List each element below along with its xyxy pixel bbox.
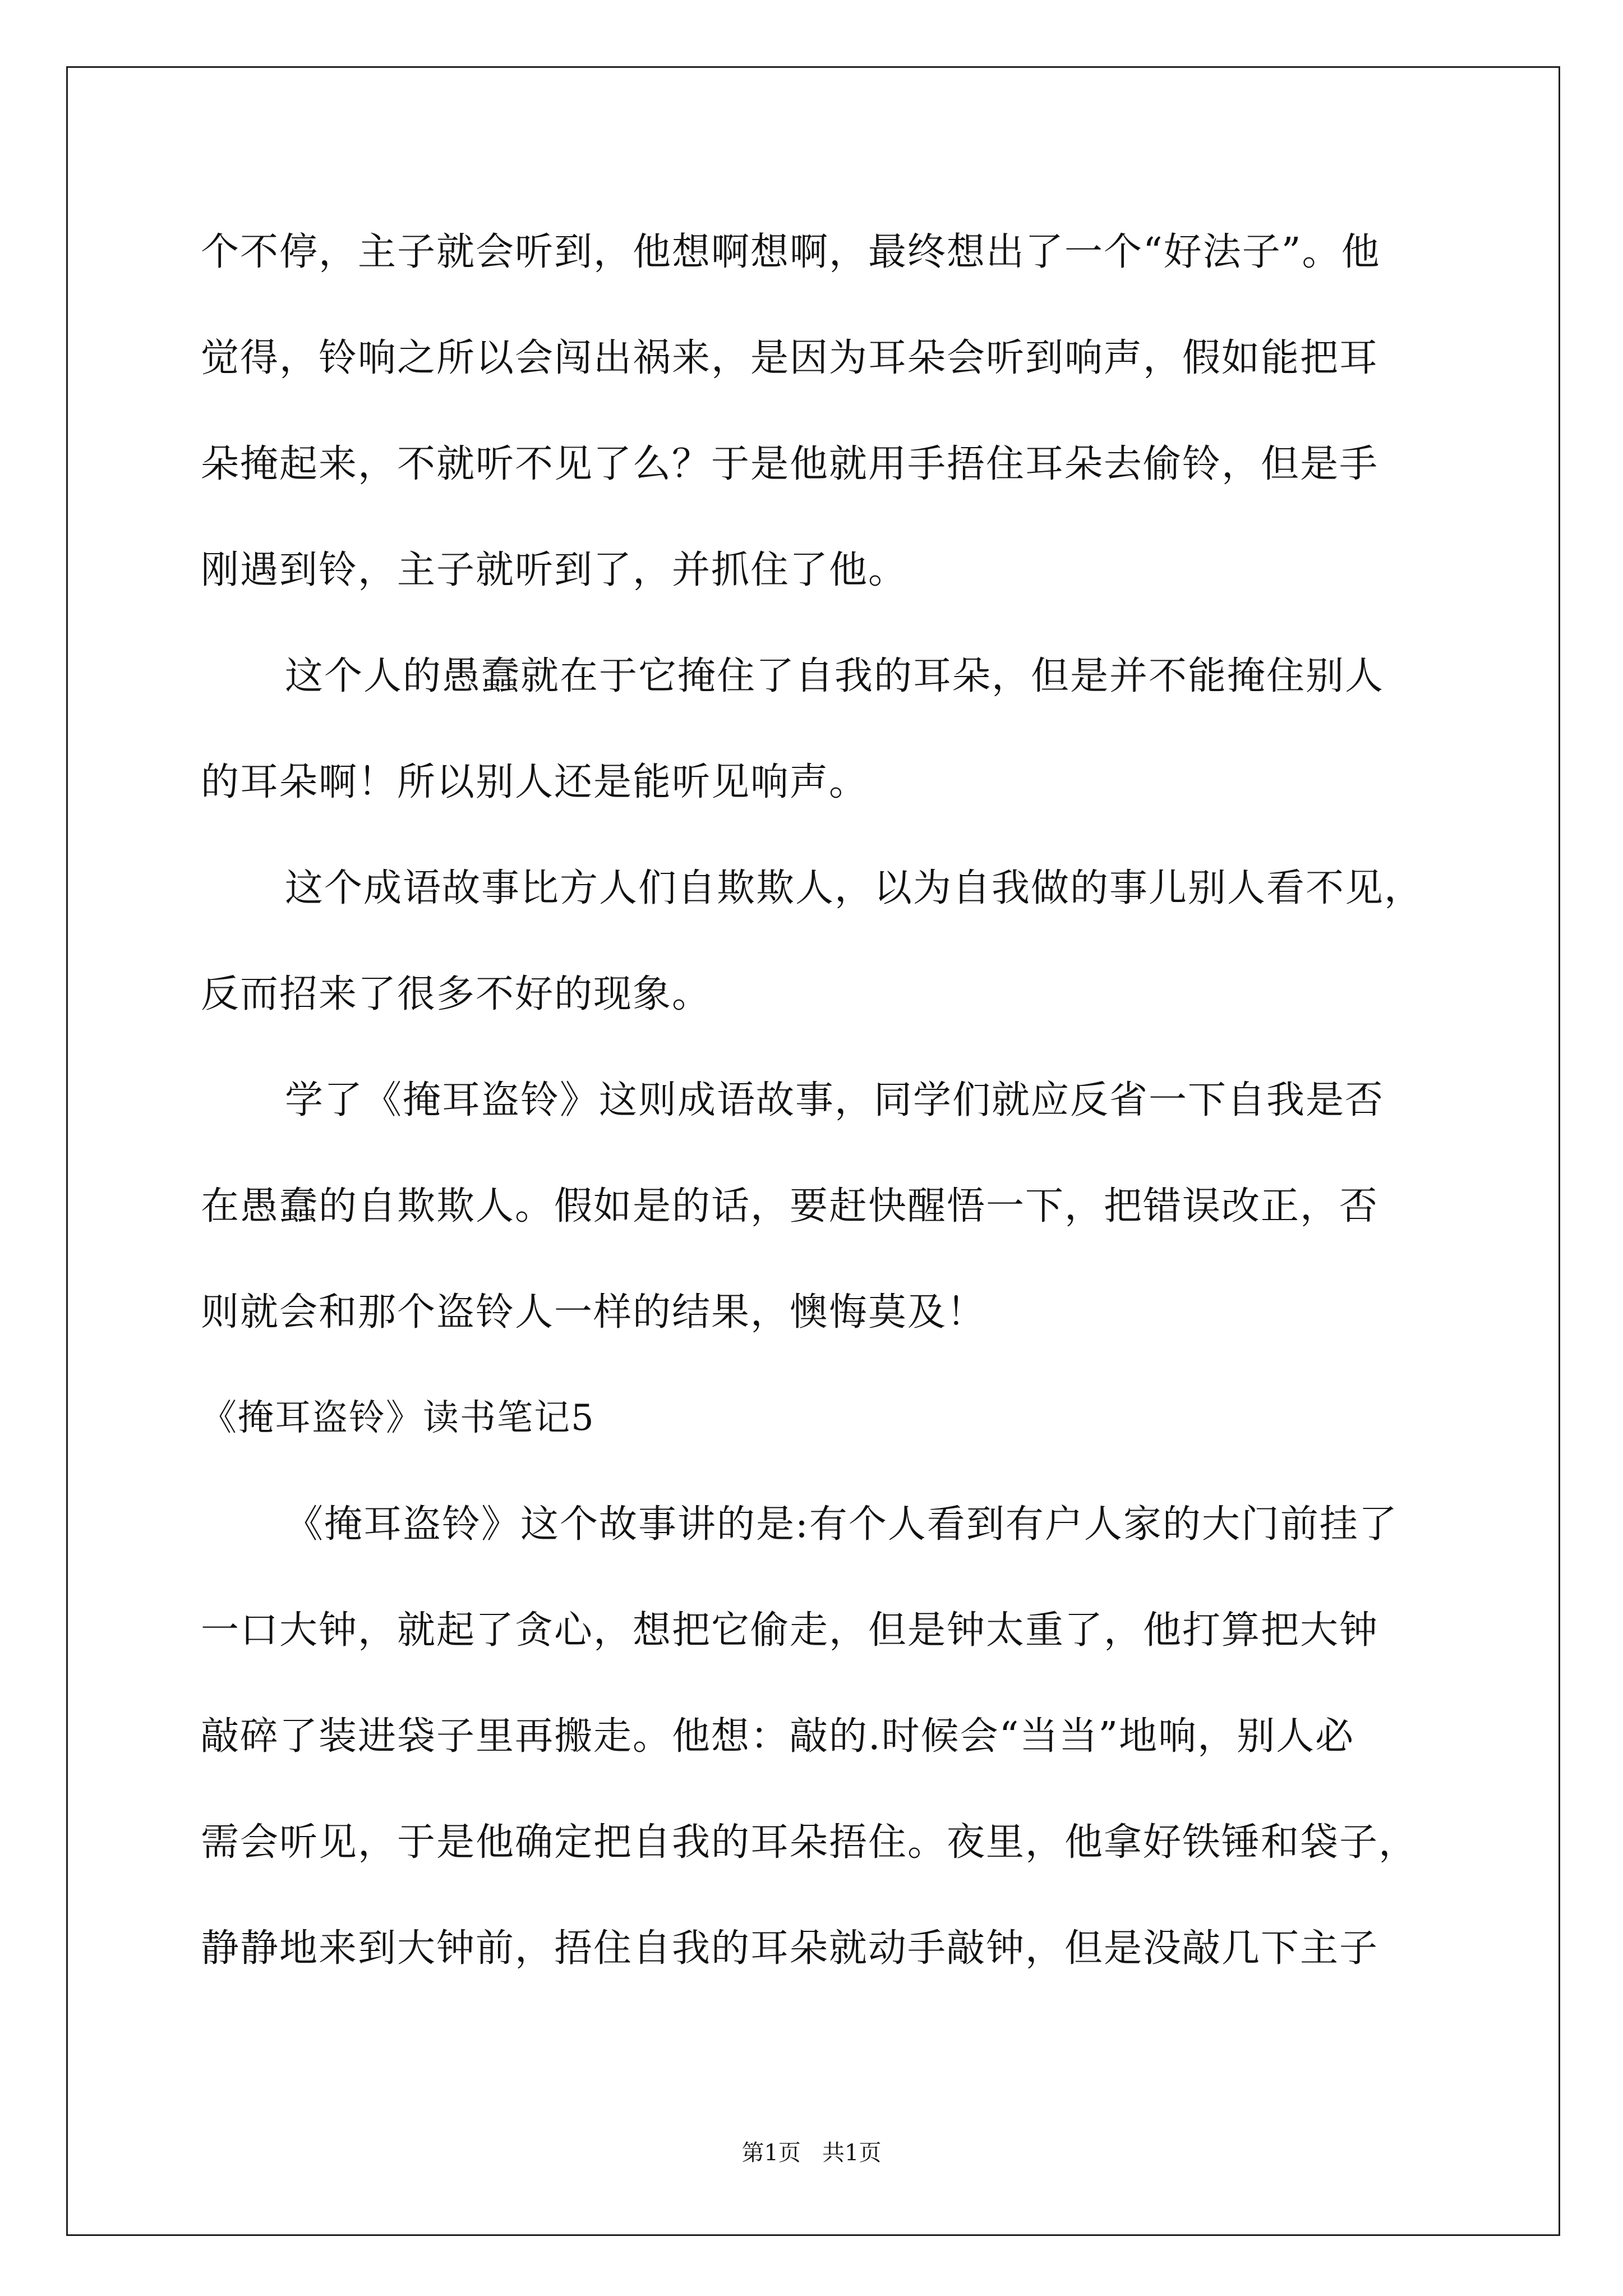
paragraph [201, 623, 1435, 835]
section-heading: 《掩耳盗铃》读书笔记5 [201, 1397, 595, 1439]
text-line: 反而招来了很多不好的现象。 [201, 972, 712, 1016]
text-line: 静静地来到大钟前，捂住自我的耳朵就动手敲钟，但是没敲几下主子 [201, 1926, 1379, 1971]
text-line: 刚遇到铃，主子就听到了，并抓住了他。 [201, 548, 908, 592]
text-line: 的耳朵啊！所以别人还是能听见响声。 [201, 760, 869, 804]
text-line: 一口大钟，就起了贪心，想把它偷走，但是钟太重了，他打算把大钟 [201, 1608, 1379, 1653]
text-line: 个不停，主子就会听到，他想啊想啊，最终想出了一个“好法子”。他 [201, 230, 1381, 274]
paragraph [201, 199, 1435, 623]
text-line: 这个成语故事比方人们自欺欺人，以为自我做的事儿别人看不见， [285, 866, 1424, 910]
text-line: 这个人的愚蠢就在于它掩住了自我的耳朵，但是并不能掩住别人 [285, 654, 1385, 698]
text-line: 敲碎了装进袋子里再搬走。他想：敲的.时候会“当当”地响，别人必 [201, 1714, 1355, 1759]
text-line: 觉得，铃响之所以会闯出祸来，是因为耳朵会听到响声，假如能把耳 [201, 336, 1379, 380]
text-line: 在愚蠢的自欺欺人。假如是的话，要赶快醒悟一下，把错误改正，否 [201, 1184, 1379, 1228]
text-line: 学了《掩耳盗铃》这则成语故事，同学们就应反省一下自我是否 [285, 1078, 1385, 1122]
paragraph [201, 835, 1435, 1047]
paragraph [201, 1047, 1435, 1365]
page-footer: 第1页 共1页 [741, 2140, 882, 2166]
document-body [201, 199, 1435, 2001]
text-line: 需会听见，于是他确定把自我的耳朵捂住。夜里，他拿好铁锤和袋子， [201, 1820, 1418, 1865]
text-line: 《掩耳盗铃》这个故事讲的是:有个人看到有户人家的大门前挂了 [285, 1502, 1398, 1547]
text-line: 则就会和那个盗铃人一样的结果，懊悔莫及！ [201, 1290, 986, 1335]
paragraph [201, 1471, 1435, 2001]
text-line: 朵掩起来，不就听不见了么？于是他就用手捂住耳朵去偷铃，但是手 [201, 442, 1379, 486]
